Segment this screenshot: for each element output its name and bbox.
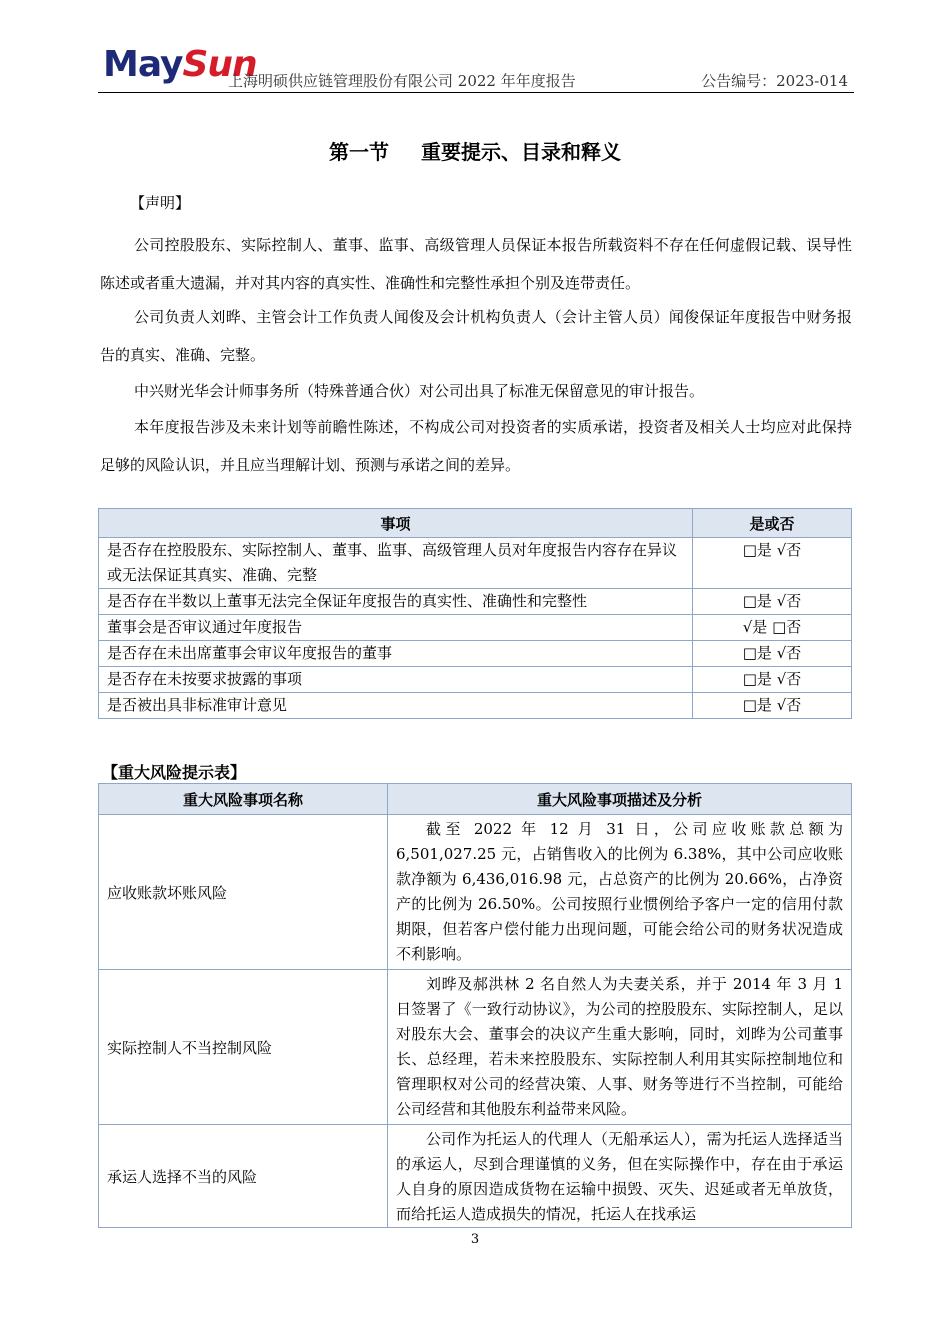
col-header-risk-desc: 重大风险事项描述及分析 (388, 784, 852, 815)
statement-label: 【声明】 (130, 194, 191, 212)
paragraph-4: 本年度报告涉及未来计划等前瞻性陈述，不构成公司对投资者的实质承诺，投资者及相关人士均应对此保持足够的风险认识，并且应当理解计划、预测与承诺之间的差异。 (100, 418, 852, 474)
col-header-yesno: 是或否 (693, 509, 852, 538)
confirmation-table (98, 508, 852, 719)
col-header-item: 事项 (99, 509, 693, 538)
section-title: 第一节 重要提示、目录和释义 (329, 140, 621, 164)
col-header-risk-name: 重大风险事项名称 (99, 784, 388, 815)
risk-table (98, 783, 852, 1228)
company-logo: MaySun (103, 44, 257, 85)
paragraph-1: 公司控股股东、实际控制人、董事、监事、高级管理人员保证本报告所载资料不存在任何虚假记载、误导性陈述或者重大遗漏，并对其内容的真实性、准确性和完整性承担个别及连带责任。 (100, 236, 852, 292)
table-row: 董事会是否审议通过年度报告 √是 □否 (99, 615, 852, 641)
table-row: 应收账款坏账风险 截至 2022 年 12 月 31 日，公司应收账款总额为 6,501,027.25 元，占销售收入的比例为 6.38%，其中公司应收账款净额为 6,436,016.98 元，占总资产的比例为 20.66%，占净资产的比例为 26.50%。公司按照行业惯例给予客户一定的信用付款期限，但若客户偿付能力出现问题，可能会给公司的财务状况造成不利影响。 (99, 815, 852, 970)
table-row: 是否存在未按要求披露的事项 □是 √否 (99, 667, 852, 693)
paragraph-3: 中兴财光华会计师事务所（特殊普通合伙）对公司出具了标准无保留意见的审计报告。 (134, 382, 705, 400)
risk-table-title: 【重大风险提示表】 (102, 763, 247, 782)
table-row: 实际控制人不当控制风险 刘晔及郝洪林 2 名自然人为夫妻关系，并于 2014 年 3 月 1 日签署了《一致行动协议》，为公司的控股股东、实际控制人，足以对股东大会、董事会的决议产生重大影响，同时，刘晔为公司董事长、总经理，若未来控股股东、实际控制人利用其实际控制地位和管理职权对公司的经营决策、人事、财务等进行不当控制，可能给公司经营和其他股东利益带来风险。 (99, 970, 852, 1125)
table-row: 是否被出具非标准审计意见 □是 √否 (99, 693, 852, 719)
table-row: 是否存在未出席董事会审议年度报告的董事 □是 √否 (99, 641, 852, 667)
table-row: 承运人选择不当的风险 公司作为托运人的代理人（无船承运人），需为托运人选择适当的承运人，尽到合理谨慎的义务，但在实际操作中，存在由于承运人自身的原因造成货物在运输中损毁、灭失、迟延或者无单放货，而给托运人造成损失的情况，托运人在找承运 (99, 1125, 852, 1228)
table-row: 是否存在半数以上董事无法完全保证年度报告的真实性、准确性和完整性 □是 √否 (99, 589, 852, 615)
announcement-number: 公告编号：2023-014 (701, 72, 848, 90)
page-header (98, 40, 854, 93)
paragraph-2: 公司负责人刘晔、主管会计工作负责人闻俊及会计机构负责人（会计主管人员）闻俊保证年度报告中财务报告的真实、准确、完整。 (100, 308, 852, 364)
page-number: 3 (470, 1232, 480, 1247)
report-title: 上海明硕供应链管理股份有限公司 2022 年年度报告 (228, 72, 576, 90)
table-row: 是否存在控股股东、实际控制人、董事、监事、高级管理人员对年度报告内容存在异议或无法保证其真实、准确、完整 □是 √否 (99, 538, 852, 589)
